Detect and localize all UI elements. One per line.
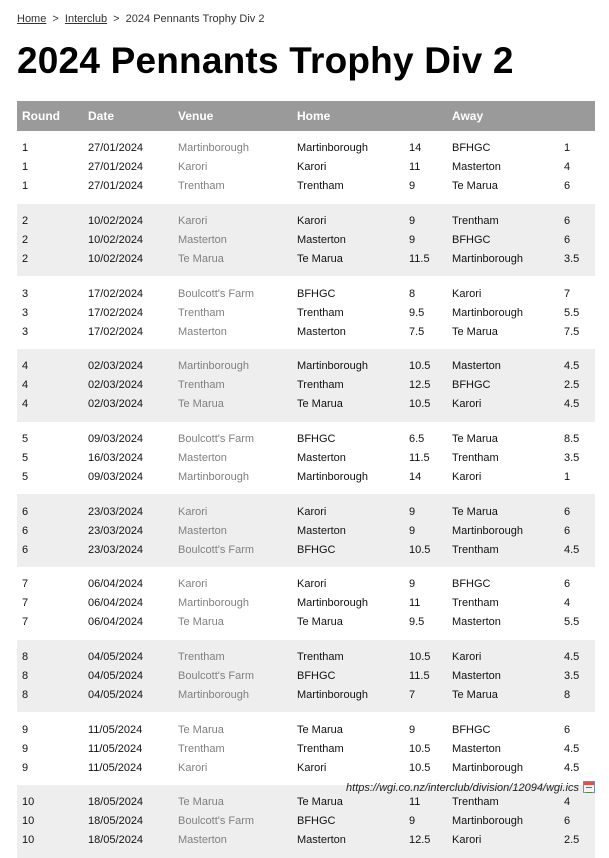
- cell-home-score: 6.5: [409, 433, 425, 446]
- cell-home-score: 11: [409, 597, 421, 610]
- cell-away-score: 6: [564, 578, 571, 591]
- cell-venue: Martinborough: [173, 685, 292, 712]
- cell-date: 11/05/2024: [88, 723, 143, 736]
- cell-home-score: 14: [409, 470, 422, 483]
- cell-home-score: 11.5: [404, 667, 447, 686]
- table-row: [17, 131, 595, 158]
- cell-date: 23/03/2024: [83, 494, 173, 521]
- cell-away-score: 1: [564, 142, 571, 155]
- table-row: [17, 640, 595, 667]
- cell-home-team: BFHGC: [292, 667, 404, 686]
- cell-home-team: Te Marua: [292, 395, 404, 422]
- cell-away-score: 4.5: [559, 540, 595, 567]
- cell-home-team: Masterton: [292, 231, 404, 250]
- cell-round: 8: [17, 685, 83, 712]
- cell-venue: Karori: [173, 204, 292, 231]
- cell-away-team: Martinborough: [447, 521, 559, 540]
- table-row: [17, 249, 595, 276]
- cell-round: 4: [17, 349, 83, 376]
- breadcrumb-current: 2024 Pennants Trophy Div 2: [125, 13, 265, 25]
- cell-home-team: Te Marua: [297, 723, 343, 736]
- cell-date: 10/02/2024: [83, 204, 173, 231]
- cell-away-score: 3.5: [559, 667, 595, 686]
- table-row: [17, 812, 595, 831]
- cell-home-score: 11: [409, 161, 421, 174]
- round-group: [17, 349, 595, 422]
- table-row: [17, 613, 595, 640]
- cell-away-score: 3.5: [564, 452, 580, 465]
- cell-away-team: Te Marua: [447, 494, 559, 521]
- cell-home-score: 9: [409, 578, 416, 591]
- cell-round: 5: [22, 433, 29, 446]
- cell-date: 23/03/2024: [83, 540, 173, 567]
- cell-away-score: 7.5: [564, 325, 580, 338]
- fixtures-table: [17, 101, 595, 858]
- cell-home-team: Masterton: [297, 452, 346, 465]
- cell-date: 02/03/2024: [83, 376, 173, 395]
- cell-venue: Boulcott's Farm: [178, 287, 255, 300]
- table-row: [17, 685, 595, 712]
- table-row: [17, 739, 595, 758]
- cell-away-score: 4.5: [559, 395, 595, 422]
- cell-away-team: Te Marua: [452, 180, 498, 193]
- cell-round: 3: [22, 325, 29, 338]
- cell-away-score: 4.5: [564, 742, 580, 755]
- cell-home-score: 11: [404, 785, 447, 812]
- cell-venue: Trentham: [178, 306, 225, 319]
- header-home: Home: [292, 101, 404, 131]
- cell-away-team: Martinborough: [447, 812, 559, 831]
- cell-away-team: BFHGC: [452, 578, 491, 591]
- round-group: [17, 494, 595, 567]
- table-row: [17, 322, 595, 349]
- cell-away-score: 6: [559, 231, 595, 250]
- cell-home-team: Martinborough: [297, 597, 368, 610]
- cell-venue: Te Marua: [173, 249, 292, 276]
- cell-home-team: Karori: [297, 761, 327, 774]
- cell-venue: Boulcott's Farm: [173, 812, 292, 831]
- ics-footer: [346, 781, 595, 794]
- cell-away-score: 6: [559, 812, 595, 831]
- cell-away-score: 7: [564, 287, 571, 300]
- cell-away-score: 2.5: [559, 376, 595, 395]
- cell-venue: Martinborough: [178, 597, 249, 610]
- cell-away-score: 4.5: [559, 640, 595, 667]
- cell-away-score: 8: [559, 685, 595, 712]
- cell-date: 18/05/2024: [83, 812, 173, 831]
- table-row: [17, 594, 595, 613]
- cell-away-team: Karori: [447, 831, 559, 858]
- cell-date: 10/02/2024: [83, 231, 173, 250]
- cell-home-score: 10.5: [404, 540, 447, 567]
- cell-home-team: Trentham: [297, 306, 344, 319]
- cell-away-team: Masterton: [447, 349, 559, 376]
- ics-url[interactable]: https://wgi.co.nz/interclub/division/12094/wgi.ics: [346, 782, 579, 794]
- cell-date: 27/01/2024: [88, 161, 144, 174]
- cell-away-team: Trentham: [452, 452, 499, 465]
- cell-venue: Martinborough: [178, 142, 249, 155]
- cell-home-score: 7: [404, 685, 447, 712]
- table-row: [17, 831, 595, 858]
- cell-venue: Te Marua: [173, 395, 292, 422]
- table-row: [17, 395, 595, 422]
- cell-home-score: 9: [404, 812, 447, 831]
- cell-away-score: 6: [564, 180, 571, 193]
- cell-venue: Martinborough: [178, 470, 249, 483]
- cell-round: 6: [17, 521, 83, 540]
- cell-away-team: Trentham: [447, 540, 559, 567]
- cell-away-team: Martinborough: [452, 306, 523, 319]
- cell-date: 11/05/2024: [88, 761, 143, 774]
- cell-away-score: 4: [564, 161, 571, 174]
- cell-away-team: Karori: [452, 470, 482, 483]
- cell-away-score: 1: [564, 470, 571, 483]
- cell-away-team: Masterton: [452, 616, 501, 629]
- cell-date: 02/03/2024: [83, 395, 173, 422]
- cell-home-team: Te Marua: [297, 616, 343, 629]
- cell-date: 17/02/2024: [88, 325, 144, 338]
- cell-home-team: Martinborough: [297, 142, 368, 155]
- cell-home-score: 10.5: [404, 349, 447, 376]
- header-date: Date: [83, 101, 173, 131]
- cell-home-team: Masterton: [297, 325, 346, 338]
- cell-away-score: 4.5: [564, 761, 580, 774]
- table-row: [17, 177, 595, 204]
- round-group: [17, 422, 595, 495]
- table-row: [17, 422, 595, 449]
- cell-home-team: Trentham: [292, 640, 404, 667]
- cell-away-team: Trentham: [452, 597, 499, 610]
- cell-home-score: 9: [404, 204, 447, 231]
- cell-round: 10: [17, 785, 83, 812]
- calendar-icon[interactable]: [583, 781, 595, 793]
- table-row: [17, 303, 595, 322]
- cell-away-score: 2.5: [559, 831, 595, 858]
- cell-date: 04/05/2024: [83, 685, 173, 712]
- cell-venue: Boulcott's Farm: [173, 540, 292, 567]
- cell-away-score: 5.5: [564, 616, 580, 629]
- cell-round: 9: [22, 742, 29, 755]
- cell-away-score: 6: [559, 204, 595, 231]
- cell-round: 2: [17, 249, 83, 276]
- cell-round: 7: [22, 597, 29, 610]
- cell-date: 06/04/2024: [88, 578, 144, 591]
- cell-home-team: Karori: [297, 161, 327, 174]
- cell-away-score: 3.5: [559, 249, 595, 276]
- cell-home-score: 9: [409, 180, 416, 193]
- cell-away-score: 8.5: [564, 433, 580, 446]
- cell-date: 17/02/2024: [88, 287, 144, 300]
- cell-home-score: 9.5: [409, 616, 425, 629]
- cell-away-score: 6: [564, 723, 571, 736]
- cell-date: 10/02/2024: [83, 249, 173, 276]
- table-row: [17, 204, 595, 231]
- cell-home-team: Karori: [297, 578, 327, 591]
- cell-venue: Masterton: [173, 231, 292, 250]
- cell-venue: Trentham: [173, 376, 292, 395]
- cell-home-team: Martinborough: [297, 470, 368, 483]
- round-group: [17, 131, 595, 204]
- cell-home-score: 10.5: [409, 761, 431, 774]
- cell-home-team: Martinborough: [292, 685, 404, 712]
- table-row: [17, 231, 595, 250]
- cell-away-team: Masterton: [452, 742, 501, 755]
- cell-round: 8: [17, 667, 83, 686]
- cell-away-team: Martinborough: [452, 761, 523, 774]
- table-row: [17, 467, 595, 494]
- cell-home-score: 9.5: [409, 306, 425, 319]
- table-row: [17, 667, 595, 686]
- cell-home-team: BFHGC: [297, 287, 336, 300]
- cell-home-score: 8: [409, 287, 416, 300]
- cell-venue: Karori: [178, 761, 208, 774]
- cell-venue: Te Marua: [178, 723, 224, 736]
- table-row: [17, 349, 595, 376]
- cell-date: 27/01/2024: [88, 142, 144, 155]
- cell-away-team: Karori: [447, 640, 559, 667]
- cell-away-score: 6: [559, 494, 595, 521]
- cell-venue: Boulcott's Farm: [173, 667, 292, 686]
- cell-date: 06/04/2024: [88, 616, 144, 629]
- cell-round: 2: [17, 204, 83, 231]
- cell-away-score: 4: [564, 597, 571, 610]
- header-away: Away: [447, 101, 559, 131]
- cell-round: 6: [17, 494, 83, 521]
- cell-date: 09/03/2024: [88, 470, 144, 483]
- cell-venue: Masterton: [178, 452, 227, 465]
- cell-venue: Te Marua: [173, 785, 292, 812]
- cell-round: 9: [22, 761, 29, 774]
- cell-home-team: BFHGC: [292, 540, 404, 567]
- cell-away-score: 6: [559, 521, 595, 540]
- header-away-score: [559, 101, 595, 131]
- cell-away-team: Trentham: [447, 204, 559, 231]
- cell-date: 04/05/2024: [83, 667, 173, 686]
- cell-away-team: Trentham: [447, 785, 559, 812]
- round-group: [17, 785, 595, 858]
- cell-away-team: Karori: [447, 395, 559, 422]
- cell-away-team: Martinborough: [447, 249, 559, 276]
- breadcrumb-separator: >: [52, 13, 59, 25]
- cell-date: 06/04/2024: [88, 597, 144, 610]
- table-row: [17, 494, 595, 521]
- page-title: 2024 Pennants Trophy Div 2: [17, 40, 514, 81]
- round-group: [17, 204, 595, 277]
- cell-round: 1: [22, 161, 29, 174]
- cell-venue: Trentham: [178, 742, 225, 755]
- cell-away-team: Te Marua: [447, 685, 559, 712]
- cell-date: 02/03/2024: [83, 349, 173, 376]
- cell-away-score: 4: [559, 785, 595, 812]
- cell-away-team: Te Marua: [452, 433, 498, 446]
- table-row: [17, 521, 595, 540]
- cell-home-team: BFHGC: [297, 433, 336, 446]
- cell-venue: Martinborough: [173, 349, 292, 376]
- cell-venue: Masterton: [178, 325, 227, 338]
- cell-venue: Masterton: [173, 521, 292, 540]
- cell-home-score: 14: [409, 142, 422, 155]
- cell-home-score: 9: [404, 231, 447, 250]
- header-home-score: [404, 101, 447, 131]
- cell-venue: Boulcott's Farm: [178, 433, 255, 446]
- cell-away-score: 4.5: [559, 349, 595, 376]
- cell-venue: Karori: [178, 161, 208, 174]
- cell-round: 2: [17, 231, 83, 250]
- cell-away-team: Te Marua: [452, 325, 498, 338]
- cell-round: 3: [22, 287, 29, 300]
- cell-away-team: BFHGC: [447, 376, 559, 395]
- round-group: [17, 567, 595, 640]
- cell-venue: Karori: [173, 494, 292, 521]
- cell-away-team: Masterton: [452, 161, 501, 174]
- cell-home-team: Te Marua: [292, 249, 404, 276]
- cell-home-score: 10.5: [409, 742, 431, 755]
- cell-venue: Karori: [178, 578, 208, 591]
- cell-home-score: 9: [404, 494, 447, 521]
- cell-home-team: Trentham: [292, 376, 404, 395]
- cell-round: 4: [17, 376, 83, 395]
- cell-venue: Masterton: [173, 831, 292, 858]
- cell-away-team: BFHGC: [452, 723, 491, 736]
- cell-home-score: 11.5: [409, 452, 430, 465]
- cell-away-team: Masterton: [447, 667, 559, 686]
- cell-round: 7: [22, 578, 29, 591]
- cell-round: 4: [17, 395, 83, 422]
- table-row: [17, 540, 595, 567]
- cell-venue: Te Marua: [178, 616, 224, 629]
- cell-home-score: 11.5: [404, 249, 447, 276]
- cell-round: 10: [17, 812, 83, 831]
- table-row: [17, 376, 595, 395]
- cell-round: 5: [22, 452, 29, 465]
- cell-round: 7: [22, 616, 29, 629]
- cell-home-score: 9: [409, 723, 416, 736]
- cell-home-score: 10.5: [404, 395, 447, 422]
- cell-home-team: Trentham: [297, 742, 344, 755]
- cell-home-team: Masterton: [292, 831, 404, 858]
- cell-home-team: Karori: [292, 204, 404, 231]
- round-group: [17, 276, 595, 349]
- cell-date: 27/01/2024: [88, 180, 144, 193]
- round-group: [17, 712, 595, 785]
- cell-away-team: BFHGC: [447, 231, 559, 250]
- cell-date: 16/03/2024: [88, 452, 144, 465]
- table-row: [17, 276, 595, 303]
- cell-home-team: Martinborough: [292, 349, 404, 376]
- cell-round: 10: [17, 831, 83, 858]
- cell-home-score: 10.5: [404, 640, 447, 667]
- breadcrumb: [17, 13, 264, 25]
- cell-date: 09/03/2024: [88, 433, 144, 446]
- table-row: [17, 449, 595, 468]
- cell-round: 9: [22, 723, 29, 736]
- cell-round: 5: [22, 470, 29, 483]
- cell-round: 1: [22, 180, 29, 193]
- cell-away-team: BFHGC: [452, 142, 491, 155]
- cell-date: 04/05/2024: [83, 640, 173, 667]
- cell-date: 23/03/2024: [83, 521, 173, 540]
- cell-home-team: Karori: [292, 494, 404, 521]
- cell-round: 8: [17, 640, 83, 667]
- cell-home-team: BFHGC: [292, 812, 404, 831]
- cell-round: 6: [17, 540, 83, 567]
- cell-away-team: Karori: [452, 287, 482, 300]
- cell-round: 1: [22, 142, 29, 155]
- cell-venue: Trentham: [178, 180, 225, 193]
- cell-home-team: Trentham: [297, 180, 344, 193]
- table-row: [17, 712, 595, 739]
- cell-home-team: Te Marua: [292, 785, 404, 812]
- cell-home-score: 12.5: [404, 376, 447, 395]
- cell-venue: Trentham: [173, 640, 292, 667]
- cell-date: 11/05/2024: [88, 742, 143, 755]
- breadcrumb-separator: >: [113, 13, 120, 25]
- header-round: Round: [17, 101, 83, 131]
- table-row: [17, 158, 595, 177]
- header-venue: Venue: [173, 101, 292, 131]
- cell-date: 17/02/2024: [88, 306, 144, 319]
- round-group: [17, 640, 595, 713]
- cell-date: 18/05/2024: [83, 831, 173, 858]
- cell-round: 3: [22, 306, 29, 319]
- breadcrumb-home-link[interactable]: Home: [17, 13, 47, 25]
- table-header-row: [17, 101, 595, 131]
- cell-home-score: 9: [404, 521, 447, 540]
- breadcrumb-interclub-link[interactable]: Interclub: [64, 13, 108, 25]
- cell-away-score: 5.5: [564, 306, 580, 319]
- table-row: [17, 567, 595, 594]
- cell-home-score: 12.5: [404, 831, 447, 858]
- cell-home-score: 7.5: [409, 325, 425, 338]
- cell-date: 18/05/2024: [83, 785, 173, 812]
- cell-home-team: Masterton: [292, 521, 404, 540]
